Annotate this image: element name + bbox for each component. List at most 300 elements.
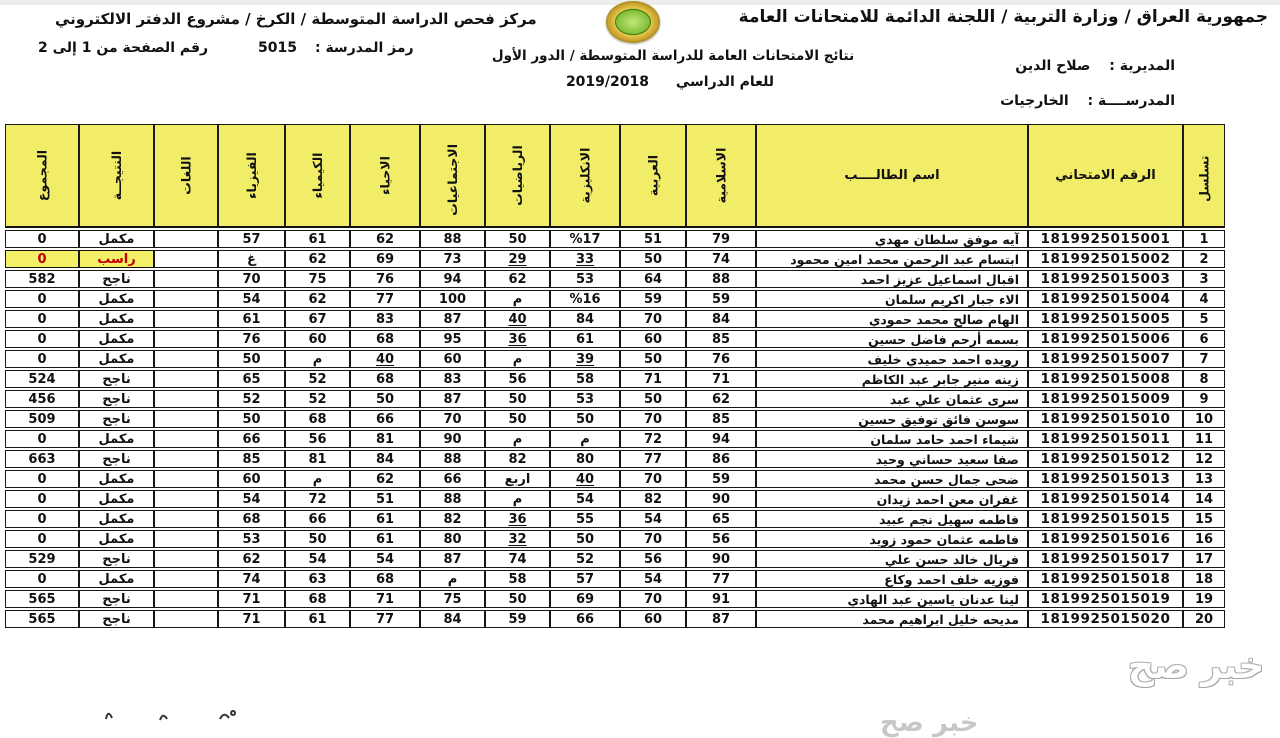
result-cell: ناجح bbox=[79, 550, 154, 568]
result-cell: مكمل bbox=[79, 490, 154, 508]
mark-cell-math: م bbox=[485, 490, 550, 508]
exam-number-cell: 1819925015007 bbox=[1028, 350, 1183, 368]
column-header-exam: الرقم الامتحاني bbox=[1028, 124, 1183, 228]
mark-cell-english: %17 bbox=[550, 230, 620, 248]
result-cell: مكمل bbox=[79, 310, 154, 328]
mark-cell-arabic: 64 bbox=[620, 270, 686, 288]
serial-cell: 7 bbox=[1183, 350, 1225, 368]
mark-cell-languages bbox=[154, 450, 218, 468]
column-header-arabic: العربية bbox=[620, 124, 686, 228]
serial-cell: 1 bbox=[1183, 230, 1225, 248]
mark-cell-arabic: 82 bbox=[620, 490, 686, 508]
mark-cell-languages bbox=[154, 330, 218, 348]
total-cell: 529 bbox=[5, 550, 79, 568]
result-cell: ناجح bbox=[79, 610, 154, 628]
column-header-chemistry: الكيمياء bbox=[285, 124, 350, 228]
mark-cell-english: 54 bbox=[550, 490, 620, 508]
column-header-name: اسم الطالــــب bbox=[756, 124, 1028, 228]
mark-cell-english: 69 bbox=[550, 590, 620, 608]
mark-cell-chemistry: 68 bbox=[285, 590, 350, 608]
total-cell: 0 bbox=[5, 290, 79, 308]
result-cell: ناجح bbox=[79, 410, 154, 428]
student-name-cell: ضحى جمال حسن محمد bbox=[756, 470, 1028, 488]
mark-cell-social: 80 bbox=[420, 530, 485, 548]
column-header-physics: الفيزياء bbox=[218, 124, 285, 228]
mark-cell-islamic: 74 bbox=[686, 250, 756, 268]
exam-number-cell: 1819925015004 bbox=[1028, 290, 1183, 308]
mark-cell-chemistry: 75 bbox=[285, 270, 350, 288]
serial-cell: 12 bbox=[1183, 450, 1225, 468]
header-row bbox=[5, 124, 1225, 228]
student-name-cell: زينه منير جابر عبد الكاظم bbox=[756, 370, 1028, 388]
mark-cell-arabic: 56 bbox=[620, 550, 686, 568]
column-header-serial: تسلسل bbox=[1183, 124, 1225, 228]
result-cell: راسب bbox=[79, 250, 154, 268]
total-cell: 582 bbox=[5, 270, 79, 288]
column-header-result: النتيجــة bbox=[79, 124, 154, 228]
mark-cell-biology: 83 bbox=[350, 310, 420, 328]
serial-cell: 20 bbox=[1183, 610, 1225, 628]
mark-cell-languages bbox=[154, 590, 218, 608]
mark-cell-chemistry: 52 bbox=[285, 370, 350, 388]
student-row bbox=[5, 510, 1225, 528]
mark-cell-chemistry: 52 bbox=[285, 390, 350, 408]
column-header-islamic: الاسلامية bbox=[686, 124, 756, 228]
serial-cell: 9 bbox=[1183, 390, 1225, 408]
mark-cell-social: 90 bbox=[420, 430, 485, 448]
results-title: نتائج الامتحانات العامة للدراسة المتوسطة / الدور الأول bbox=[491, 48, 855, 64]
mark-cell-math: 50 bbox=[485, 410, 550, 428]
mark-cell-chemistry: م bbox=[285, 350, 350, 368]
mark-cell-english: 58 bbox=[550, 370, 620, 388]
exam-number-cell: 1819925015009 bbox=[1028, 390, 1183, 408]
total-cell: 0 bbox=[5, 490, 79, 508]
exam-number-cell: 1819925015019 bbox=[1028, 590, 1183, 608]
serial-cell: 19 bbox=[1183, 590, 1225, 608]
mark-cell-physics: 70 bbox=[218, 270, 285, 288]
mark-cell-math: 50 bbox=[485, 590, 550, 608]
mark-cell-english: 80 bbox=[550, 450, 620, 468]
mark-cell-physics: 57 bbox=[218, 230, 285, 248]
result-cell: مكمل bbox=[79, 230, 154, 248]
mark-cell-physics: 68 bbox=[218, 510, 285, 528]
mark-cell-physics: 76 bbox=[218, 330, 285, 348]
student-name-cell: سوسن فائق توفيق حسين bbox=[756, 410, 1028, 428]
student-row bbox=[5, 470, 1225, 488]
mark-cell-biology: 68 bbox=[350, 330, 420, 348]
exam-number-cell: 1819925015002 bbox=[1028, 250, 1183, 268]
mark-cell-math: 56 bbox=[485, 370, 550, 388]
mark-cell-islamic: 79 bbox=[686, 230, 756, 248]
total-cell: 0 bbox=[5, 350, 79, 368]
student-row bbox=[5, 570, 1225, 588]
student-row bbox=[5, 450, 1225, 468]
mark-cell-math: 40 bbox=[485, 310, 550, 328]
school-code-label: رمز المدرسة : bbox=[314, 40, 414, 56]
result-cell: ناجح bbox=[79, 370, 154, 388]
result-cell: ناجح bbox=[79, 450, 154, 468]
student-row bbox=[5, 550, 1225, 568]
mark-cell-math: اربع bbox=[485, 470, 550, 488]
mark-cell-english: 53 bbox=[550, 390, 620, 408]
mark-cell-arabic: 60 bbox=[620, 330, 686, 348]
mark-cell-biology: 71 bbox=[350, 590, 420, 608]
year-label: للعام الدراسي bbox=[675, 74, 775, 90]
total-cell: 456 bbox=[5, 390, 79, 408]
mark-cell-chemistry: 63 bbox=[285, 570, 350, 588]
serial-cell: 15 bbox=[1183, 510, 1225, 528]
mark-cell-physics: غ bbox=[218, 250, 285, 268]
column-header-math: الرياضيات bbox=[485, 124, 550, 228]
mark-cell-math: 74 bbox=[485, 550, 550, 568]
column-header-english: الانكليزية bbox=[550, 124, 620, 228]
total-cell: 0 bbox=[5, 310, 79, 328]
mark-cell-languages bbox=[154, 510, 218, 528]
mark-cell-chemistry: 81 bbox=[285, 450, 350, 468]
column-header-biology: الاحياء bbox=[350, 124, 420, 228]
mark-cell-chemistry: 62 bbox=[285, 250, 350, 268]
mark-cell-english: 84 bbox=[550, 310, 620, 328]
mark-cell-social: 84 bbox=[420, 610, 485, 628]
student-name-cell: مديحه خليل ابراهيم محمد bbox=[756, 610, 1028, 628]
serial-cell: 10 bbox=[1183, 410, 1225, 428]
year-value: 2019/2018 bbox=[565, 74, 649, 90]
student-row bbox=[5, 610, 1225, 628]
mark-cell-languages bbox=[154, 570, 218, 588]
mark-cell-physics: 54 bbox=[218, 490, 285, 508]
student-row bbox=[5, 370, 1225, 388]
mark-cell-biology: 50 bbox=[350, 390, 420, 408]
result-cell: مكمل bbox=[79, 470, 154, 488]
watermark-text-clipped: خبر صح bbox=[880, 708, 979, 738]
mark-cell-biology: 61 bbox=[350, 510, 420, 528]
student-name-cell: ابتسام عبد الرحمن محمد امين محمود bbox=[756, 250, 1028, 268]
mark-cell-biology: 40 bbox=[350, 350, 420, 368]
mark-cell-english: 39 bbox=[550, 350, 620, 368]
results-table bbox=[5, 122, 1225, 630]
mark-cell-arabic: 54 bbox=[620, 510, 686, 528]
mark-cell-social: 60 bbox=[420, 350, 485, 368]
mark-cell-islamic: 94 bbox=[686, 430, 756, 448]
mark-cell-biology: 61 bbox=[350, 530, 420, 548]
mark-cell-physics: 66 bbox=[218, 430, 285, 448]
serial-cell: 6 bbox=[1183, 330, 1225, 348]
serial-cell: 16 bbox=[1183, 530, 1225, 548]
exam-number-cell: 1819925015015 bbox=[1028, 510, 1183, 528]
mark-cell-languages bbox=[154, 310, 218, 328]
serial-cell: 5 bbox=[1183, 310, 1225, 328]
mark-cell-languages bbox=[154, 290, 218, 308]
total-cell: 524 bbox=[5, 370, 79, 388]
mark-cell-islamic: 59 bbox=[686, 290, 756, 308]
student-row bbox=[5, 590, 1225, 608]
mark-cell-chemistry: 56 bbox=[285, 430, 350, 448]
mark-cell-math: 58 bbox=[485, 570, 550, 588]
mark-cell-social: 87 bbox=[420, 310, 485, 328]
mark-cell-physics: 61 bbox=[218, 310, 285, 328]
mark-cell-islamic: 86 bbox=[686, 450, 756, 468]
exam-number-cell: 1819925015017 bbox=[1028, 550, 1183, 568]
mark-cell-chemistry: 72 bbox=[285, 490, 350, 508]
mark-cell-social: 94 bbox=[420, 270, 485, 288]
total-cell: 0 bbox=[5, 250, 79, 268]
total-cell: 0 bbox=[5, 330, 79, 348]
mark-cell-biology: 62 bbox=[350, 470, 420, 488]
result-cell: مكمل bbox=[79, 530, 154, 548]
total-cell: 0 bbox=[5, 470, 79, 488]
mark-cell-languages bbox=[154, 430, 218, 448]
result-cell: مكمل bbox=[79, 510, 154, 528]
mark-cell-social: 83 bbox=[420, 370, 485, 388]
mark-cell-islamic: 76 bbox=[686, 350, 756, 368]
result-cell: ناجح bbox=[79, 270, 154, 288]
mark-cell-biology: 77 bbox=[350, 290, 420, 308]
serial-cell: 18 bbox=[1183, 570, 1225, 588]
mark-cell-arabic: 50 bbox=[620, 390, 686, 408]
mark-cell-chemistry: 68 bbox=[285, 410, 350, 428]
directorate-value: صلاح الدين bbox=[1015, 58, 1091, 74]
mark-cell-islamic: 90 bbox=[686, 490, 756, 508]
mark-cell-arabic: 70 bbox=[620, 310, 686, 328]
mark-cell-physics: 65 bbox=[218, 370, 285, 388]
mark-cell-biology: 51 bbox=[350, 490, 420, 508]
mark-cell-physics: 53 bbox=[218, 530, 285, 548]
mark-cell-arabic: 59 bbox=[620, 290, 686, 308]
mark-cell-languages bbox=[154, 230, 218, 248]
total-cell: 0 bbox=[5, 530, 79, 548]
total-cell: 565 bbox=[5, 610, 79, 628]
mark-cell-islamic: 91 bbox=[686, 590, 756, 608]
mark-cell-chemistry: 61 bbox=[285, 230, 350, 248]
mark-cell-biology: 68 bbox=[350, 370, 420, 388]
school-label: المدرســــة : bbox=[1087, 93, 1175, 109]
exam-number-cell: 1819925015014 bbox=[1028, 490, 1183, 508]
total-cell: 0 bbox=[5, 230, 79, 248]
student-name-cell: رويده احمد حميدي خليف bbox=[756, 350, 1028, 368]
mark-cell-math: 32 bbox=[485, 530, 550, 548]
mark-cell-english: 40 bbox=[550, 470, 620, 488]
mark-cell-social: م bbox=[420, 570, 485, 588]
academic-year-line bbox=[520, 74, 820, 90]
directorate-line bbox=[1015, 58, 1175, 74]
mark-cell-english: 55 bbox=[550, 510, 620, 528]
mark-cell-physics: 85 bbox=[218, 450, 285, 468]
mark-cell-chemistry: م bbox=[285, 470, 350, 488]
mark-cell-chemistry: 67 bbox=[285, 310, 350, 328]
student-row bbox=[5, 350, 1225, 368]
student-row bbox=[5, 530, 1225, 548]
mark-cell-biology: 62 bbox=[350, 230, 420, 248]
mark-cell-languages bbox=[154, 610, 218, 628]
mark-cell-languages bbox=[154, 250, 218, 268]
mark-cell-islamic: 85 bbox=[686, 330, 756, 348]
result-cell: مكمل bbox=[79, 570, 154, 588]
mark-cell-chemistry: 61 bbox=[285, 610, 350, 628]
result-cell: ناجح bbox=[79, 590, 154, 608]
student-name-cell: فاطمه سهيل نجم عبيد bbox=[756, 510, 1028, 528]
serial-cell: 11 bbox=[1183, 430, 1225, 448]
mark-cell-social: 88 bbox=[420, 230, 485, 248]
directorate-label: المديرية : bbox=[1109, 58, 1175, 74]
mark-cell-physics: 71 bbox=[218, 610, 285, 628]
total-cell: 0 bbox=[5, 510, 79, 528]
mark-cell-math: 50 bbox=[485, 230, 550, 248]
exam-number-cell: 1819925015018 bbox=[1028, 570, 1183, 588]
student-name-cell: فوزيه خلف احمد وكاع bbox=[756, 570, 1028, 588]
mark-cell-chemistry: 54 bbox=[285, 550, 350, 568]
result-cell: مكمل bbox=[79, 290, 154, 308]
mark-cell-islamic: 88 bbox=[686, 270, 756, 288]
mark-cell-physics: 62 bbox=[218, 550, 285, 568]
mark-cell-physics: 60 bbox=[218, 470, 285, 488]
mark-cell-arabic: 70 bbox=[620, 410, 686, 428]
mark-cell-physics: 71 bbox=[218, 590, 285, 608]
mark-cell-social: 66 bbox=[420, 470, 485, 488]
school-line bbox=[1000, 93, 1175, 109]
student-row bbox=[5, 390, 1225, 408]
school-value: الخارجيات bbox=[1000, 93, 1069, 109]
column-header-languages: اللغات bbox=[154, 124, 218, 228]
mark-cell-biology: 68 bbox=[350, 570, 420, 588]
mark-cell-arabic: 71 bbox=[620, 370, 686, 388]
school-code-value: 5015 bbox=[258, 40, 297, 56]
student-name-cell: آيه موفق سلطان مهدي bbox=[756, 230, 1028, 248]
mark-cell-biology: 66 bbox=[350, 410, 420, 428]
mark-cell-social: 100 bbox=[420, 290, 485, 308]
mark-cell-math: 36 bbox=[485, 510, 550, 528]
mark-cell-physics: 52 bbox=[218, 390, 285, 408]
cutoff-handwriting-marks bbox=[100, 703, 280, 720]
student-name-cell: شيماء احمد حامد سلمان bbox=[756, 430, 1028, 448]
total-cell: 509 bbox=[5, 410, 79, 428]
mark-cell-english: 50 bbox=[550, 410, 620, 428]
emblem-center bbox=[615, 9, 651, 35]
serial-cell: 4 bbox=[1183, 290, 1225, 308]
mark-cell-languages bbox=[154, 370, 218, 388]
total-cell: 0 bbox=[5, 570, 79, 588]
mark-cell-math: 36 bbox=[485, 330, 550, 348]
watermark-text: خبر صح bbox=[1128, 646, 1265, 687]
student-row bbox=[5, 410, 1225, 428]
mark-cell-math: م bbox=[485, 290, 550, 308]
mark-cell-english: 50 bbox=[550, 530, 620, 548]
mark-cell-islamic: 59 bbox=[686, 470, 756, 488]
mark-cell-english: 33 bbox=[550, 250, 620, 268]
student-row bbox=[5, 250, 1225, 268]
mark-cell-languages bbox=[154, 390, 218, 408]
mark-cell-biology: 84 bbox=[350, 450, 420, 468]
student-name-cell: فريال خالد حسن علي bbox=[756, 550, 1028, 568]
student-row bbox=[5, 230, 1225, 248]
mark-cell-arabic: 60 bbox=[620, 610, 686, 628]
serial-cell: 2 bbox=[1183, 250, 1225, 268]
student-row bbox=[5, 330, 1225, 348]
column-header-social: الاجتماعيات bbox=[420, 124, 485, 228]
mark-cell-social: 87 bbox=[420, 390, 485, 408]
mark-cell-arabic: 70 bbox=[620, 530, 686, 548]
mark-cell-biology: 54 bbox=[350, 550, 420, 568]
mark-cell-islamic: 90 bbox=[686, 550, 756, 568]
exam-number-cell: 1819925015012 bbox=[1028, 450, 1183, 468]
mark-cell-english: م bbox=[550, 430, 620, 448]
mark-cell-biology: 76 bbox=[350, 270, 420, 288]
exam-number-cell: 1819925015005 bbox=[1028, 310, 1183, 328]
exam-number-cell: 1819925015013 bbox=[1028, 470, 1183, 488]
mark-cell-physics: 74 bbox=[218, 570, 285, 588]
student-name-cell: الاء جبار اكريم سلمان bbox=[756, 290, 1028, 308]
mark-cell-math: 59 bbox=[485, 610, 550, 628]
mark-cell-arabic: 70 bbox=[620, 590, 686, 608]
mark-cell-physics: 50 bbox=[218, 410, 285, 428]
student-name-cell: لينا عدنان ياسين عبد الهادي bbox=[756, 590, 1028, 608]
mark-cell-islamic: 84 bbox=[686, 310, 756, 328]
serial-cell: 17 bbox=[1183, 550, 1225, 568]
mark-cell-languages bbox=[154, 530, 218, 548]
mark-cell-social: 88 bbox=[420, 450, 485, 468]
result-cell: مكمل bbox=[79, 330, 154, 348]
mark-cell-social: 70 bbox=[420, 410, 485, 428]
student-row bbox=[5, 290, 1225, 308]
exam-number-cell: 1819925015020 bbox=[1028, 610, 1183, 628]
mark-cell-biology: 69 bbox=[350, 250, 420, 268]
mark-cell-physics: 50 bbox=[218, 350, 285, 368]
results-table-body bbox=[5, 230, 1225, 628]
serial-cell: 13 bbox=[1183, 470, 1225, 488]
mark-cell-math: م bbox=[485, 430, 550, 448]
ministry-emblem-logo bbox=[606, 1, 660, 43]
mark-cell-math: م bbox=[485, 350, 550, 368]
student-name-cell: صفا سعيد حساني وحيد bbox=[756, 450, 1028, 468]
student-name-cell: اقبال اسماعيل عزيز احمد bbox=[756, 270, 1028, 288]
mark-cell-islamic: 56 bbox=[686, 530, 756, 548]
mark-cell-math: 50 bbox=[485, 390, 550, 408]
exam-number-cell: 1819925015001 bbox=[1028, 230, 1183, 248]
exam-center-line: مركز فحص الدراسة المتوسطة / الكرخ / مشروع الدفتر الالكتروني bbox=[55, 10, 537, 28]
mark-cell-arabic: 77 bbox=[620, 450, 686, 468]
student-row bbox=[5, 430, 1225, 448]
mark-cell-math: 62 bbox=[485, 270, 550, 288]
exam-number-cell: 1819925015006 bbox=[1028, 330, 1183, 348]
mark-cell-islamic: 87 bbox=[686, 610, 756, 628]
mark-cell-social: 95 bbox=[420, 330, 485, 348]
result-cell: مكمل bbox=[79, 350, 154, 368]
mark-cell-english: 61 bbox=[550, 330, 620, 348]
mark-cell-english: 57 bbox=[550, 570, 620, 588]
mark-cell-arabic: 54 bbox=[620, 570, 686, 588]
serial-cell: 14 bbox=[1183, 490, 1225, 508]
mark-cell-math: 29 bbox=[485, 250, 550, 268]
mark-cell-social: 75 bbox=[420, 590, 485, 608]
serial-cell: 8 bbox=[1183, 370, 1225, 388]
mark-cell-biology: 81 bbox=[350, 430, 420, 448]
mark-cell-arabic: 70 bbox=[620, 470, 686, 488]
mark-cell-arabic: 72 bbox=[620, 430, 686, 448]
mark-cell-chemistry: 60 bbox=[285, 330, 350, 348]
result-cell: ناجح bbox=[79, 390, 154, 408]
mark-cell-social: 73 bbox=[420, 250, 485, 268]
student-name-cell: غفران معن احمد زيدان bbox=[756, 490, 1028, 508]
exam-number-cell: 1819925015008 bbox=[1028, 370, 1183, 388]
student-row bbox=[5, 310, 1225, 328]
exam-number-cell: 1819925015016 bbox=[1028, 530, 1183, 548]
serial-cell: 3 bbox=[1183, 270, 1225, 288]
mark-cell-social: 82 bbox=[420, 510, 485, 528]
mark-cell-islamic: 65 bbox=[686, 510, 756, 528]
total-cell: 0 bbox=[5, 430, 79, 448]
result-cell: مكمل bbox=[79, 430, 154, 448]
mark-cell-languages bbox=[154, 270, 218, 288]
student-name-cell: الهام صالح محمد حمودي bbox=[756, 310, 1028, 328]
